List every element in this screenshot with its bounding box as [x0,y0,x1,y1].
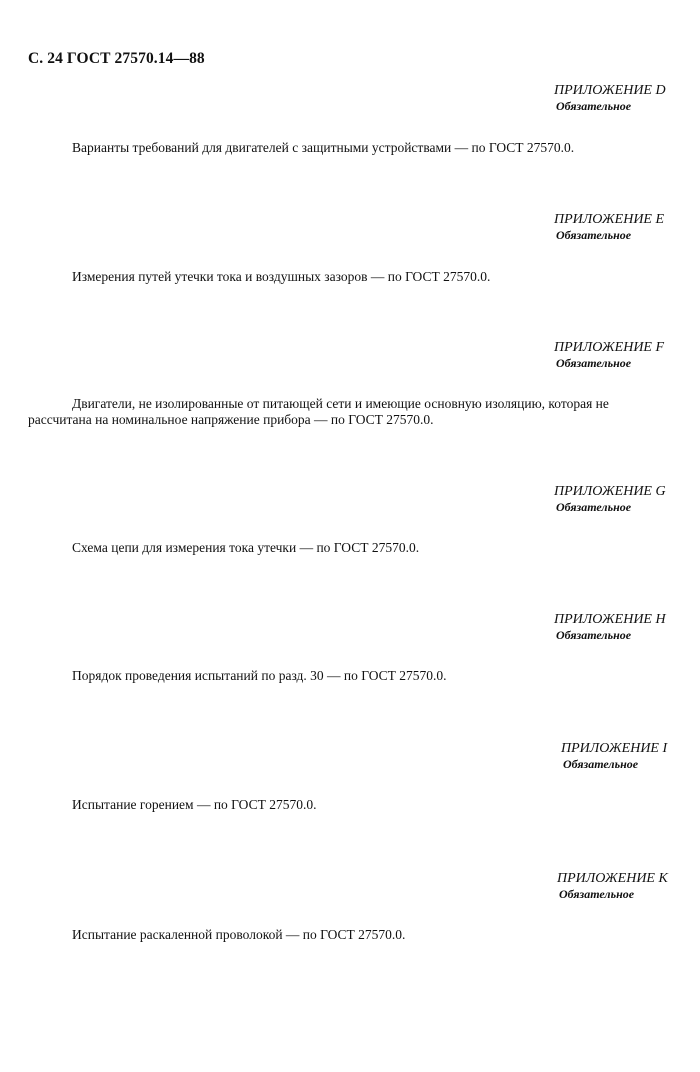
appendix-heading [561,742,667,770]
appendix-text: Измерения путей утечки тока и воздушных зазоров — по ГОСТ 27570.0. [72,269,491,284]
appendix-heading [554,84,666,112]
appendix-text: Варианты требований для двигателей с защитными устройствами — по ГОСТ 27570.0. [72,140,575,155]
appendix-title: ПРИЛОЖЕНИЕ G [554,484,666,499]
appendix-title: ПРИЛОЖЕНИЕ K [557,871,668,886]
appendix-title: ПРИЛОЖЕНИЕ I [561,741,668,756]
appendix-status: Обязательное [556,228,632,242]
appendix-status: Обязательное [556,500,632,514]
appendix-text: Испытание раскаленной проволокой — по ГОСТ 27570.0. [72,927,406,942]
appendix-status: Обязательное [559,887,635,901]
appendix-heading [554,341,664,369]
appendix-text: Схема цепи для измерения тока утечки — по ГОСТ 27570.0. [72,540,420,555]
appendix-text: Порядок проведения испытаний по разд. 30 — по ГОСТ 27570.0. [72,668,447,683]
appendix-status: Обязательное [556,356,632,370]
appendix-title: ПРИЛОЖЕНИЕ F [554,340,665,355]
appendix-heading [557,872,668,900]
appendix-text: Испытание горением — по ГОСТ 27570.0. [72,797,317,812]
appendix-status: Обязательное [556,99,632,113]
appendix-title: ПРИЛОЖЕНИЕ H [554,612,666,627]
appendix-heading [554,613,666,641]
appendix-title: ПРИЛОЖЕНИЕ D [554,83,666,98]
page-header: С. 24 ГОСТ 27570.14—88 [28,50,205,67]
appendix-heading [554,213,664,241]
appendix-title: ПРИЛОЖЕНИЕ E [554,212,665,227]
appendix-status: Обязательное [563,757,639,771]
appendix-text: Двигатели, не изолированные от питающей сети и имеющие основную изоляцию, которая не рассчитана на номинальное напряжение прибора — по ГОСТ 27570.0. [28,396,609,427]
appendix-status: Обязательное [556,628,632,642]
appendix-heading [554,485,666,513]
